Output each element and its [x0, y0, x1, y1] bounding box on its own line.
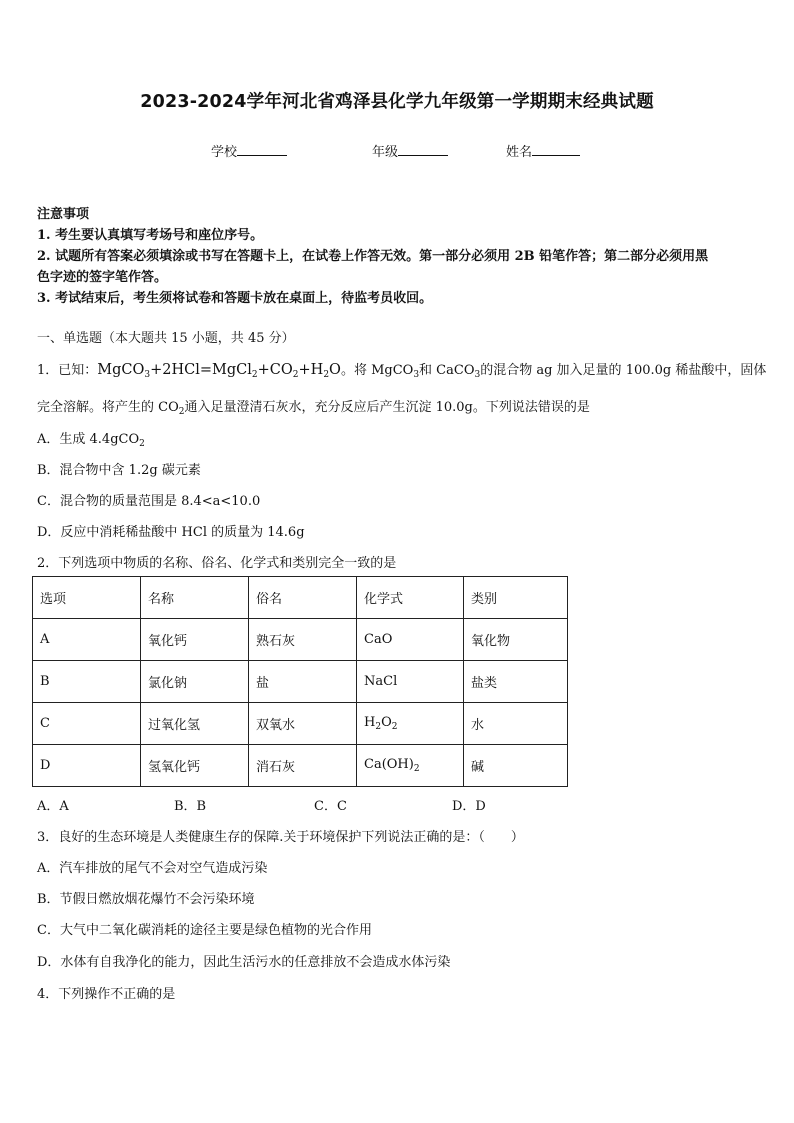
grade-blank	[398, 143, 448, 156]
table-cell: 水	[464, 703, 568, 745]
table-cell: D	[33, 745, 141, 787]
answer-choice-b: B．B	[174, 799, 207, 814]
question-1-line1: 1．已知：$MgCO_3+2HCl=MgCl_2+CO_2+H_2O$。将 MgCO$_3$和 CaCO$_3$的混合物 ag 加入足量的 100.0g 稀盐酸中，固体	[37, 362, 767, 380]
table-cell: $H_2O_2$	[357, 703, 464, 745]
notice-item: 2. 试题所有答案必须填涂或书写在答题卡上，在试卷上作答无效。第一部分必须用 2B 铅笔作答；第二部分必须用黑	[37, 249, 709, 264]
name-label: 姓名	[506, 145, 533, 160]
table-cell: 氧化钙	[141, 619, 249, 661]
table-row	[33, 703, 568, 745]
answer-choice-a: A．A	[37, 799, 69, 814]
equation: $MgCO_3+2HCl=MgCl_2+CO_2+H_2O$	[97, 362, 341, 380]
table-row	[33, 745, 568, 787]
table-cell: 碱	[464, 745, 568, 787]
notice-item: 3. 考试结束后，考生须将试卷和答题卡放在桌面上，待监考员收回。	[37, 291, 433, 306]
table-cell: 熟石灰	[249, 619, 357, 661]
table-row	[33, 619, 568, 661]
question-2-stem: 2．下列选项中物质的名称、俗名、化学式和类别完全一致的是	[37, 556, 397, 571]
table-cell: C	[33, 703, 141, 745]
table-cell: CaO	[357, 619, 464, 661]
table-header: 名称	[141, 577, 249, 619]
table-cell: 氢氧化钙	[141, 745, 249, 787]
table-cell: 盐	[249, 661, 357, 703]
table-cell: 氯化钠	[141, 661, 249, 703]
name-field	[506, 141, 580, 160]
table-cell: 双氧水	[249, 703, 357, 745]
option-a: A．生成 4.4gCO$_2$	[37, 432, 145, 449]
option-d: D．水体有自我净化的能力，因此生活污水的任意排放不会造成水体污染	[37, 955, 451, 970]
table-header-row	[33, 577, 568, 619]
table-cell: 消石灰	[249, 745, 357, 787]
option-b: B．节假日燃放烟花爆竹不会污染环境	[37, 892, 255, 907]
exam-title: 2023-2024学年河北省鸡泽县化学九年级第一学期期末经典试题	[140, 92, 654, 112]
question-3-stem: 3．良好的生态环境是人类健康生存的保障.关于环境保护下列说法正确的是：（ ）	[37, 830, 524, 845]
table-header: 选项	[33, 577, 141, 619]
name-blank	[532, 143, 580, 156]
table-header: 俗名	[249, 577, 357, 619]
question-4-stem: 4．下列操作不正确的是	[37, 987, 176, 1002]
answer-choice-d: D．D	[452, 799, 486, 814]
table-cell: 氧化物	[464, 619, 568, 661]
option-d: D．反应中消耗稀盐酸中 HCl 的质量为 14.6g	[37, 525, 305, 540]
table-cell: $Ca(OH)_2$	[357, 745, 464, 787]
table-cell: NaCl	[357, 661, 464, 703]
school-blank	[237, 143, 287, 156]
table-cell: B	[33, 661, 141, 703]
table-header: 类别	[464, 577, 568, 619]
grade-field	[372, 141, 448, 160]
table-row	[33, 661, 568, 703]
notice-item: 色字迹的签字笔作答。	[37, 270, 168, 285]
option-a: A．汽车排放的尾气不会对空气造成污染	[37, 861, 268, 876]
answer-choice-c: C．C	[314, 799, 347, 814]
option-b: B．混合物中含 1.2g 碳元素	[37, 463, 201, 478]
table-header: 化学式	[357, 577, 464, 619]
option-c: C．混合物的质量范围是 8.4<a<10.0	[37, 494, 261, 509]
notice-heading: 注意事项	[37, 207, 90, 222]
options-table	[32, 576, 568, 787]
question-1-line2: 完全溶解。将产生的 $CO_2$通入足量澄清石灰水，充分反应后产生沉淀 10.0g。下列说法错误的是	[37, 400, 590, 417]
question-number: 1．已知：	[37, 363, 98, 378]
option-c: C．大气中二氧化碳消耗的途径主要是绿色植物的光合作用	[37, 923, 372, 938]
grade-label: 年级	[372, 145, 399, 160]
table-cell: 盐类	[464, 661, 568, 703]
table-cell: A	[33, 619, 141, 661]
table-cell: 过氧化氢	[141, 703, 249, 745]
school-field	[211, 141, 287, 160]
notice-item: 1. 考生要认真填写考场号和座位序号。	[37, 228, 264, 243]
section-heading: 一、单选题（本大题共 15 小题，共 45 分）	[37, 331, 295, 346]
school-label: 学校	[211, 145, 238, 160]
